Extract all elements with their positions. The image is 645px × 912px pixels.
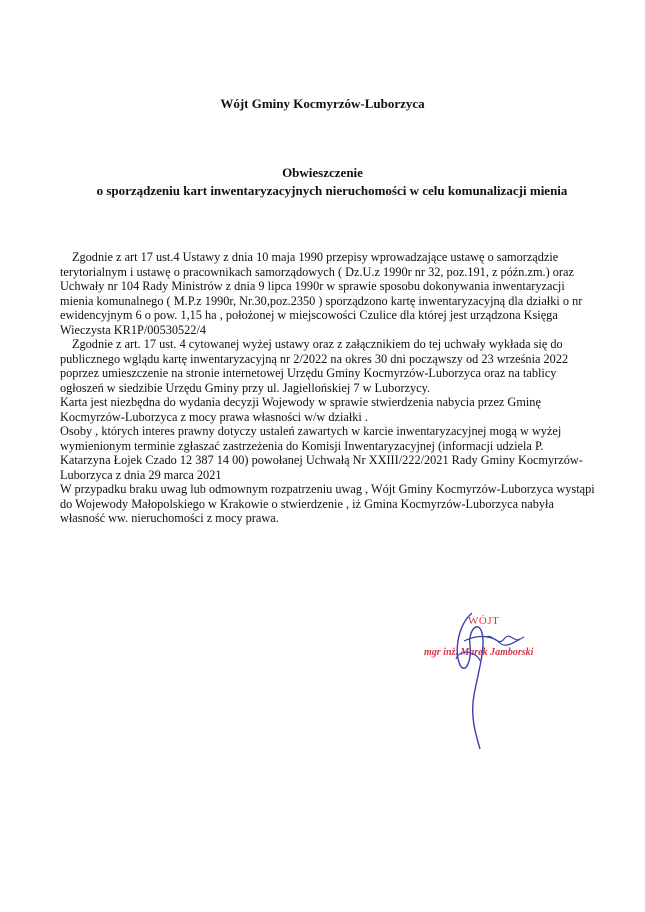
paragraph-objections: Osoby , których interes prawny dotyczy ustaleń zawartych w karcie inwentaryzacyjnej mogą w wyżej wymienionym terminie zgłaszać zastrzeżenia do Komisji Inwentaryzacyjnej (informacji udziela P. Katarzyna Łojek Czado 12 387 14 00) powołanej Uchwałą Nr XXIII/222/2021 Rady Gminy Kocmyrzów-Luborzyca z dnia 29 marca 2021: [60, 424, 583, 482]
paragraph-purpose: Karta jest niezbędna do wydania decyzji Wojewody w sprawie stwierdzenia nabycia przez Gminę Kocmyrzów-Luborzyca z mocy prawa własności w/w działki .: [60, 395, 541, 424]
stamp-name: mgr inż. Marek Jamborski: [424, 647, 534, 658]
issuer-header: Wójt Gminy Kocmyrzów-Luborzyca: [220, 96, 425, 111]
official-stamp-signature: [420, 603, 620, 753]
stamp-title: WÓJT: [468, 615, 500, 627]
paragraph-public-display: Zgodnie z art. 17 ust. 4 cytowanej wyżej ustawy oraz z załącznikiem do tej uchwały wykłada się do publicznego wglądu kartę inwentaryzacyjną nr 2/2022 na okres 30 dni począwszy od 23 września 2022 poprzez umieszczenie na stronie internetowej Urzędu Gminy Kocmyrzów-Luborzyca oraz na tablicy ogłoszeń w siedzibie Urzędu Gminy przy ul. Jagiellońskiej 7 w Luborzycy.: [60, 337, 569, 395]
handwritten-signature: [420, 603, 620, 753]
paragraph-outcome: W przypadku braku uwag lub odmownym rozpatrzeniu uwag , Wójt Gminy Kocmyrzów-Luborzyca wystąpi do Wojewody Małopolskiego w Krakowie o stwierdzenie , iż Gmina Kocmyrzów-Luborzyca nabyła własność ww. nieruchomości z mocy prawa.: [60, 482, 595, 525]
notice-title: Obwieszczenie: [282, 165, 363, 180]
paragraph-legal-basis: Zgodnie z art 17 ust.4 Ustawy z dnia 10 maja 1990 przepisy wprowadzające ustawę o samorządzie terytorialnym i ustawę o pracownikach samorządowych ( Dz.U.z 1990r nr 32, poz.191, z późn.zm.) oraz Uchwały nr 104 Rady Ministrów z dnia 9 lipca 1990r w sprawie sposobu dokonywania inwentaryzacji mienia komunalnego ( M.P.z 1990r, Nr.30,poz.2350 ) sporządzono kartę inwentaryzacyjną dla działki o nr ewidencyjnym 6 o pow. 1,15 ha , położonej w miejscowości Czulice dla której jest urządzona Księga Wieczysta KR1P/00530522/4: [60, 250, 583, 337]
notice-body: [60, 250, 595, 526]
notice-subtitle: o sporządzeniu kart inwentaryzacyjnych nieruchomości w celu komunalizacji mienia: [96, 183, 568, 198]
